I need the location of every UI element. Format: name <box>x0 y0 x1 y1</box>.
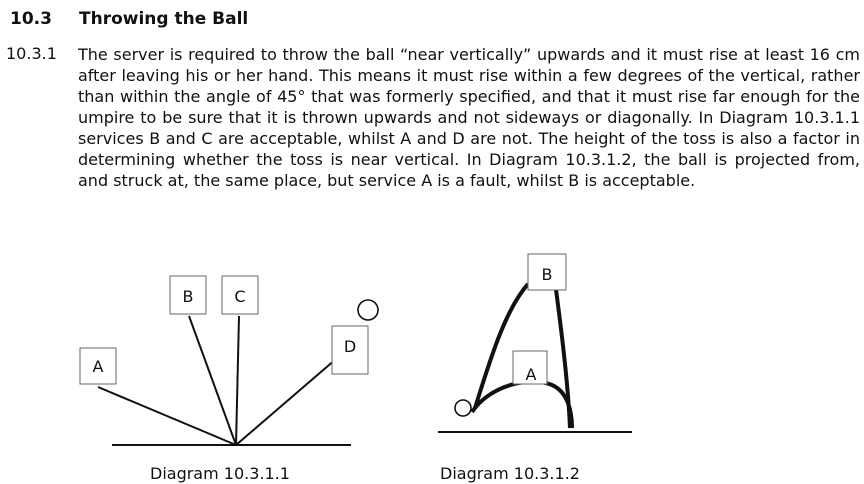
ball-icon <box>358 300 378 320</box>
diagram-1-caption: Diagram 10.3.1.1 <box>150 464 290 483</box>
section-title: Throwing the Ball <box>79 9 249 29</box>
toss-line-d <box>236 359 336 445</box>
paragraph-number: 10.3.1 <box>6 44 57 63</box>
toss-line-b <box>189 316 236 445</box>
label-a: A <box>92 357 104 376</box>
diagrams-figure <box>0 240 864 484</box>
toss-line-c <box>236 316 239 445</box>
ball-icon <box>455 400 471 416</box>
diagram-2-caption: Diagram 10.3.1.2 <box>440 464 580 483</box>
trajectory-a <box>472 382 572 428</box>
diagram-10-3-1-1 <box>80 276 378 445</box>
section-number: 10.3 <box>10 9 52 29</box>
label-d: D <box>343 337 357 356</box>
label-b: B <box>182 287 194 306</box>
trajectory-b-descent <box>555 282 570 428</box>
label-b2: B <box>541 265 553 284</box>
diagram-10-3-1-2 <box>438 254 632 432</box>
label-c: C <box>234 287 246 306</box>
section-heading <box>10 9 248 29</box>
toss-line-a <box>98 387 236 445</box>
paragraph-text: The server is required to throw the ball “near vertically” upwards and it must rise at least 16 cm after leaving his or her hand. This means it must rise within a few degrees of the vertical, rather than within the angle of 45° that was formerly specified, and that it must rise far enough for the umpire to be sure that it is thrown upwards and not sideways or diagonally. In Diagram 10.3.1.1 services B and C are acceptable, whilst A and D are not. The height of the toss is also a factor in determining whether the toss is near vertical. In Diagram 10.3.1.2, the ball is projected from, and struck at, the same place, but service A is a fault, whilst B is acceptable. <box>78 45 860 190</box>
label-a2: A <box>525 365 537 384</box>
